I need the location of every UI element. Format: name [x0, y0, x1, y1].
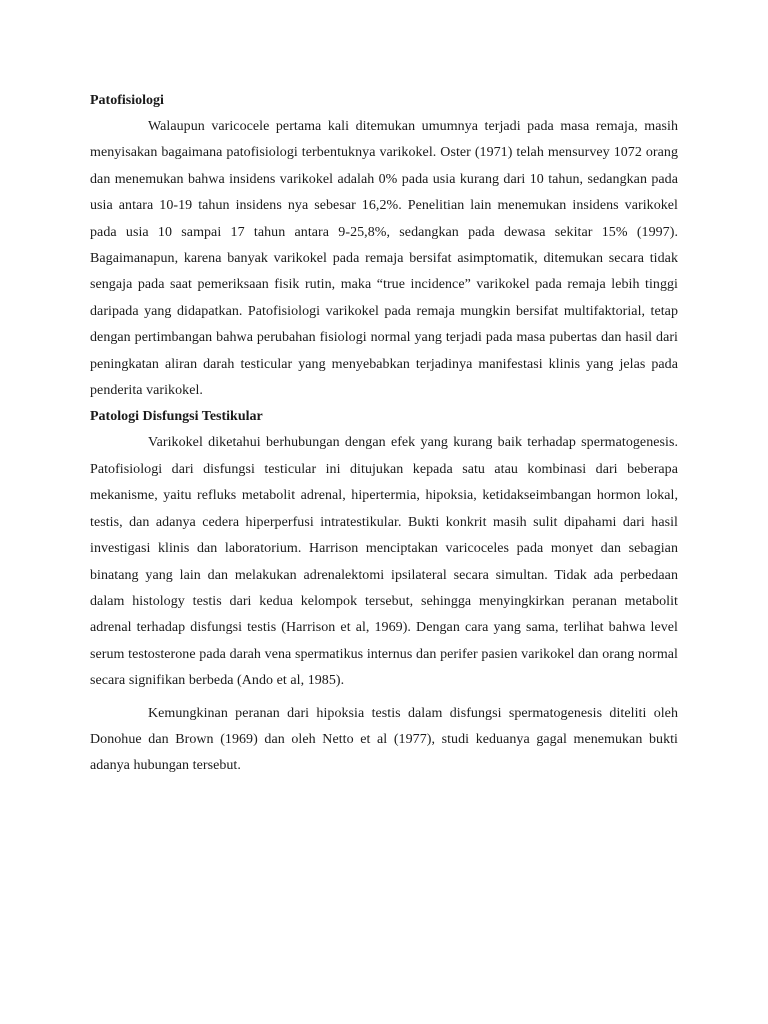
paragraph-disfungsi-1: Varikokel diketahui berhubungan dengan efek yang kurang baik terhadap spermatogenesis. Patofisiologi dari disfungsi testicular ini ditujukan kepada satu atau kombinasi dari beberapa mekanisme, yaitu refluks metabolit adrenal, hipertermia, hipoksia, ketidakseimbangan hormon lokal, testis, dan adanya cedera hiperperfusi intratestikular. Bukti konkrit masih sulit dipahami dari hasil investigasi klinis dan laboratorium. Harrison menciptakan varicoceles pada monyet dan sebagian binatang yang lain dan melakukan adrenalektomi ipsilateral secara simultan. Tidak ada perbedaan dalam histology testis dari kedua kelompok tersebut, sehingga menyingkirkan peranan metabolit adrenal terhadap disfungsi testis (Harrison et al, 1969). Dengan cara yang sama, terlihat bahwa level serum testosterone pada darah vena spermatikus internus dan perifer pasien varikokel dan orang normal secara signifikan berbeda (Ando et al, 1985).	[90, 435, 678, 689]
paragraph-disfungsi-2: Kemungkinan peranan dari hipoksia testis dalam disfungsi spermatogenesis diteliti oleh Donohue dan Brown (1969) dan oleh Netto et al (1977), studi keduanya gagal menemukan bukti adanya hubungan tersebut.	[90, 705, 678, 774]
section-heading-patologi-disfungsi: Patologi Disfungsi Testikular	[90, 409, 263, 425]
paragraph-patofisiologi: Walaupun varicocele pertama kali ditemukan umumnya terjadi pada masa remaja, masih menyisakan bagaimana patofisiologi terbentuknya varikokel. Oster (1971) telah mensurvey 1072 orang dan menemukan bahwa insidens varikokel adalah 0% pada usia kurang dari 10 tahun, sedangkan pada usia antara 10-19 tahun insidens nya sebesar 16,2%. Penelitian lain menemukan insidens varikokel pada usia 10 sampai 17 tahun antara 9-25,8%, sedangkan pada dewasa sekitar 15% (1997). Bagaimanapun, karena banyak varikokel pada remaja bersifat asimptomatik, ditemukan secara tidak sengaja pada saat pemeriksaan fisik rutin, maka “true incidence” varikokel pada remaja lebih tinggi daripada yang didapatkan. Patofisiologi varikokel pada remaja mungkin bersifat multifaktorial, tetap dengan pertimbangan bahwa perubahan fisiologi normal yang terjadi pada masa pubertas dan hasil dari peningkatan aliran darah testicular yang menyebabkan terjadinya manifestasi klinis yang jelas pada penderita varikokel.	[90, 119, 678, 399]
document-page	[90, 88, 678, 780]
section-heading-patofisiologi: Patofisiologi	[90, 93, 164, 108]
